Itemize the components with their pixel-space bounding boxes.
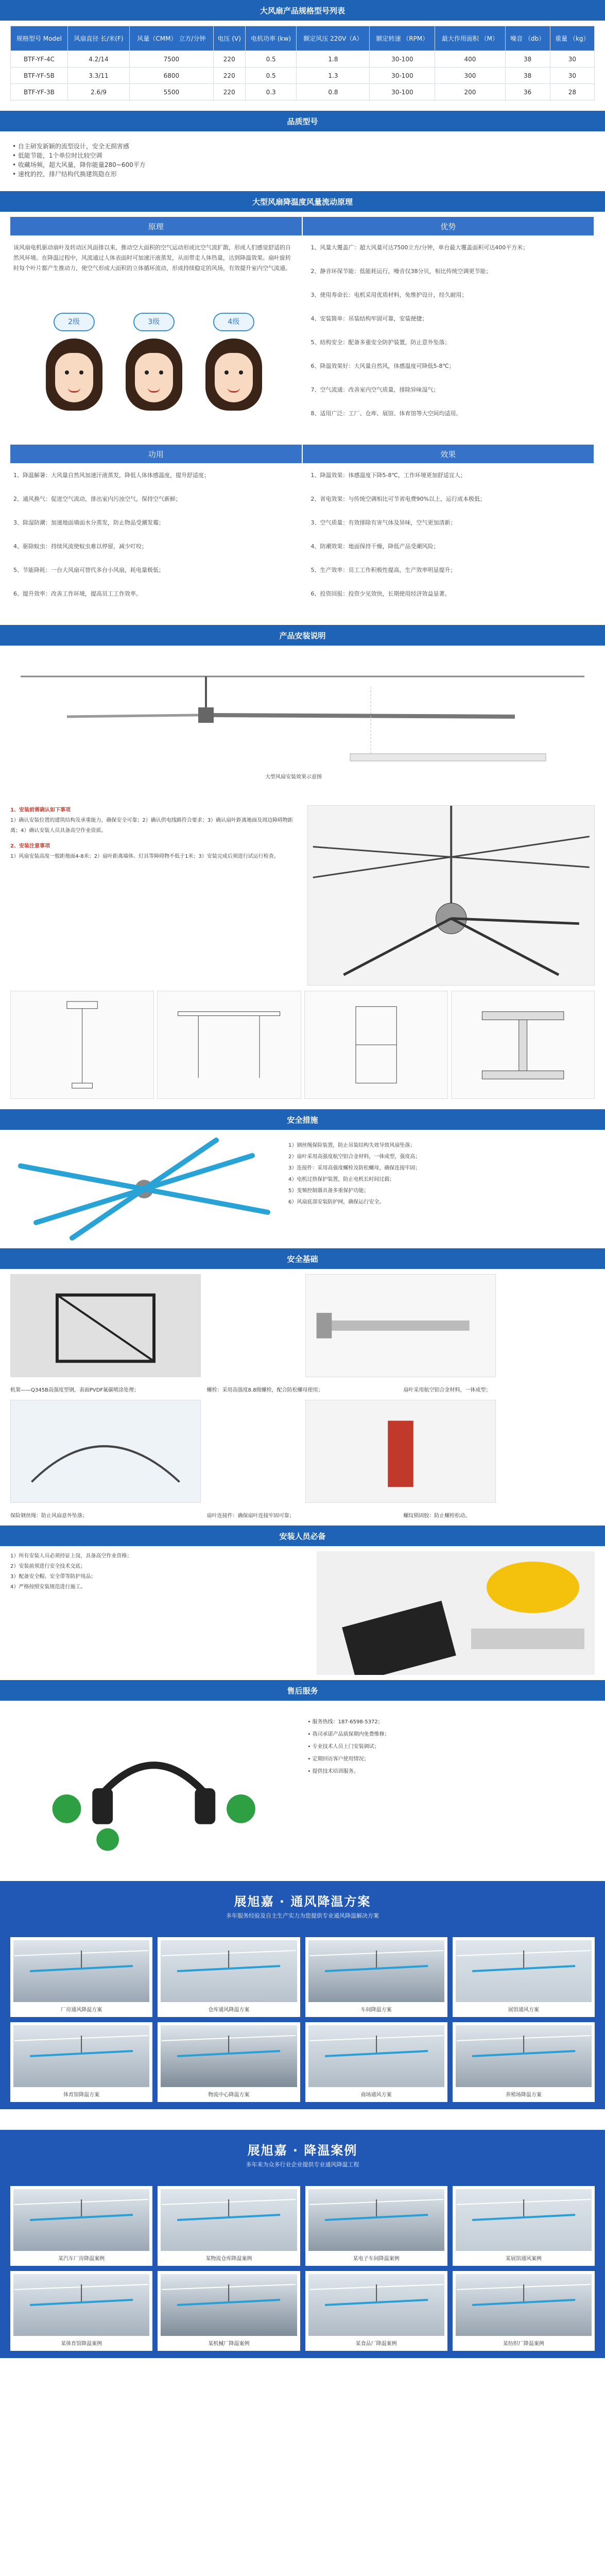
spec-header: 风量（CMM） 立方/分钟 xyxy=(130,26,213,51)
gallery-item xyxy=(10,1937,152,2017)
installers-title: 安装人员必备 xyxy=(0,1526,605,1546)
part-cable-image xyxy=(10,1400,201,1503)
drawing-1 xyxy=(10,991,154,1099)
spec-cell: 0.5 xyxy=(245,51,297,67)
spec-cell: 3.3/11 xyxy=(67,67,129,84)
eye xyxy=(239,370,243,375)
part-glue-image xyxy=(305,1400,496,1503)
mount-structure-image xyxy=(307,805,595,986)
drawing-4 xyxy=(451,991,595,1099)
gallery-image xyxy=(456,2189,592,2251)
gallery-item xyxy=(10,2271,152,2351)
features-list xyxy=(0,137,605,191)
gallery-image xyxy=(308,1940,444,2002)
plan-gallery xyxy=(0,1930,605,2109)
feature-item: • 收藏场频，超大风量，降你能量280~600平方 xyxy=(12,161,146,168)
gallery-image xyxy=(308,2189,444,2251)
gallery-item xyxy=(305,1937,447,2017)
spec-table xyxy=(10,26,595,100)
drawing-2 xyxy=(157,991,301,1099)
gallery-caption: 某机械厂降温案例 xyxy=(208,2341,250,2347)
gallery-caption: 物流中心降温方案 xyxy=(208,2092,250,2098)
principle-title: 大型风扇降温度风量流动原理 xyxy=(0,191,605,212)
features-title: 品质型号 xyxy=(0,111,605,131)
func-left xyxy=(10,463,298,620)
face-skin xyxy=(55,353,93,402)
gallery-image xyxy=(456,2274,592,2336)
spec-cell: 30-100 xyxy=(370,51,435,67)
service-item: • 服务热线：187-6598-5372； xyxy=(307,1719,383,1725)
gallery-item xyxy=(305,2271,447,2351)
part-caption-2: 螺栓：采用高强度8.8级螺栓，配合防松螺母使用； xyxy=(206,1387,323,1393)
spec-cell: 220 xyxy=(213,84,245,100)
eye xyxy=(79,370,83,375)
mount-structure-svg xyxy=(308,806,595,985)
func-right xyxy=(308,463,595,620)
spec-cell: 0.8 xyxy=(297,84,370,100)
feature-item: • 低能节能，1个单位时比较空调 xyxy=(12,152,102,159)
face-skin xyxy=(215,353,253,402)
gallery-caption: 某体育馆降温案例 xyxy=(61,2341,102,2347)
part-bolt-image xyxy=(305,1274,496,1377)
plan-header xyxy=(0,1881,605,1930)
effect-item: 6、投资回报：投资少见效快，长期使用经济效益显著。 xyxy=(310,590,451,597)
effect-item: 1、降温效果：体感温度下降5-8℃，工作环境更加舒适宜人； xyxy=(310,472,466,479)
gallery-item xyxy=(305,2186,447,2266)
tools-image xyxy=(317,1551,595,1675)
parts-grid xyxy=(10,1274,595,1520)
effect-item: 4、防潮效果：地面保持干燥，降低产品受潮风险； xyxy=(310,543,439,550)
principle-right-head: 优势 xyxy=(303,217,595,235)
installer-item: 1）所有安装人员必须持证上岗，具备高空作业资格； xyxy=(10,1553,132,1559)
parts-title: 安全基础 xyxy=(0,1248,605,1269)
safety-item: 1）钢丝绳保险装置，防止吊装结构失效导致风扇坠落； xyxy=(288,1143,416,1148)
gallery-image xyxy=(308,2025,444,2087)
installer-item: 2）安装前须进行安全技术交底； xyxy=(10,1564,86,1569)
face-figure xyxy=(38,313,110,416)
gallery-image xyxy=(161,2025,297,2087)
gallery-image xyxy=(161,2274,297,2336)
advantage-item: 3、使用寿命长：电机采用优质材料，免维护设计，经久耐用； xyxy=(310,292,468,298)
safety-item: 2）扇叶采用高强度航空铝合金材料，一体成型，强度高； xyxy=(288,1154,421,1160)
service-item: • 提供技术培训服务。 xyxy=(307,1769,359,1774)
spec-cell: 220 xyxy=(213,67,245,84)
safety-item: 5）变频控制器具备多重保护功能； xyxy=(288,1188,369,1194)
part-frame-image xyxy=(10,1274,201,1377)
spec-cell: 400 xyxy=(435,51,505,67)
gallery-item xyxy=(453,2271,595,2351)
gallery-item xyxy=(305,2022,447,2102)
gallery-caption: 展馆通风方案 xyxy=(508,2007,539,2013)
spec-cell: 2.6/9 xyxy=(67,84,129,100)
function-item: 5、节能降耗：一台大风扇可替代多台小风扇，耗电量极低； xyxy=(13,567,164,573)
safety-item: 3）连接件：采用高强度螺栓及防松螺母，确保连接牢固； xyxy=(288,1165,421,1171)
feature-item: • 速枕的控，排尸结构代换建筑隐在形 xyxy=(12,171,117,178)
service-image xyxy=(10,1706,298,1876)
spec-header: 噪音 （db） xyxy=(505,26,550,51)
spec-title: 大风扇产品规格型号列表 xyxy=(0,0,605,21)
service-item: • 我司承诺产品质保期内免费维修； xyxy=(307,1732,390,1737)
gallery-image xyxy=(13,2274,149,2336)
eye xyxy=(224,370,229,375)
spec-cell: 4.2/14 xyxy=(67,51,129,67)
plan-title: 展旭嘉 · 通风降温方案 xyxy=(234,1894,371,1909)
install-title: 产品安装说明 xyxy=(0,625,605,646)
cases-header xyxy=(0,2130,605,2179)
spec-cell: 30 xyxy=(550,51,594,67)
plan-subtitle: 多年服务经验及自主生产实力为您提供专业通风降温解决方案 xyxy=(226,1912,379,1919)
gallery-caption: 仓库通风降温方案 xyxy=(208,2007,250,2013)
spec-header: 额定风压 220V（A） xyxy=(297,26,370,51)
gallery-caption: 某物流仓库降温案例 xyxy=(205,2256,252,2262)
spec-row xyxy=(11,84,595,100)
fan-diagram-svg xyxy=(21,656,584,779)
spec-cell: BTF-YF-4C xyxy=(11,51,68,67)
gallery-image xyxy=(456,1940,592,2002)
eye xyxy=(159,370,163,375)
spec-cell: 200 xyxy=(435,84,505,100)
wind-level-bubble: 2级 xyxy=(54,313,95,331)
spec-cell: 7500 xyxy=(130,51,213,67)
spec-cell: 36 xyxy=(505,84,550,100)
gallery-item xyxy=(453,1937,595,2017)
spec-header: 规格型号 Model xyxy=(11,26,68,51)
gallery-item xyxy=(158,1937,300,2017)
gallery-item xyxy=(453,2186,595,2266)
fan-photo-svg xyxy=(10,1135,278,1243)
diagram-caption: 大型风扇安装效果示意图 xyxy=(265,774,322,780)
advantage-item: 5、结构安全：配备多重安全防护装置，防止意外坠落； xyxy=(310,339,451,346)
func-left-head: 功用 xyxy=(10,445,303,463)
service-list xyxy=(308,1706,595,1876)
principle-text: 该风扇电机驱动扇叶及转动区风面排以来，推动空大面积的空气运动形成比空气流扩散，形成人们感觉舒适的自然风环境。在降温过程中，风流通过人体表面时可加速汗液蒸发，从而带走人体热量，达到降温效果。扇叶旋转时每个叶片都产生推动力，使空气形成大面积的立体循环流动，形成持续稳定的风场，有效提升室内空气流通。 xyxy=(13,244,291,272)
spec-cell: 30-100 xyxy=(370,67,435,84)
principle-left-head: 原理 xyxy=(10,217,303,235)
safety-item: 6）风扇底部安装防护网，确保运行安全。 xyxy=(288,1199,385,1205)
part-caption-3: 扇叶采用航空铝合金材料，一体成型； xyxy=(403,1387,491,1393)
spec-cell: 300 xyxy=(435,67,505,84)
spec-header: 电机功率 (kw) xyxy=(245,26,297,51)
cases-subtitle: 多年来为众多行业企业提供专业通风降温工程 xyxy=(246,2161,359,2168)
spec-cell: 38 xyxy=(505,51,550,67)
function-item: 1、降温解暑：大风量自然风加速汗液蒸发，降低人体体感温度，提升舒适度； xyxy=(13,472,210,479)
spec-header: 额定转速 （RPM） xyxy=(370,26,435,51)
service-item: • 定期回访客户使用情况； xyxy=(307,1756,369,1762)
function-item: 3、除湿防潮：加速地面墙面水分蒸发，防止物品受潮发霉； xyxy=(13,519,164,526)
gallery-caption: 厂房通风降温方案 xyxy=(61,2007,102,2013)
gallery-caption: 某食品厂降温案例 xyxy=(355,2341,397,2347)
spec-cell: 220 xyxy=(213,51,245,67)
gallery-caption: 车间降温方案 xyxy=(360,2007,392,2013)
eye xyxy=(145,370,149,375)
effect-item: 3、空气质量：有效排除有害气体及异味，空气更加清新； xyxy=(310,519,456,526)
gallery-item xyxy=(158,2186,300,2266)
gallery-item xyxy=(158,2022,300,2102)
spec-cell: 5500 xyxy=(130,84,213,100)
function-item: 6、提升效率：改善工作环境，提高员工工作效率。 xyxy=(13,590,142,597)
wind-level-bubble: 3级 xyxy=(133,313,175,331)
spec-cell: 0.5 xyxy=(245,67,297,84)
gallery-image xyxy=(13,2025,149,2087)
function-item: 4、驱除蚊虫：持续风流使蚊虫难以停留，减少叮咬； xyxy=(13,543,147,550)
spec-cell: BTF-YF-3B xyxy=(11,84,68,100)
part-caption-6: 螺纹锁固胶：防止螺栓松动。 xyxy=(403,1513,471,1519)
spec-row xyxy=(11,51,595,67)
gallery-caption: 商场通风方案 xyxy=(360,2092,392,2098)
install-notes-title: 1、安装前需确认如下事项 xyxy=(10,807,71,813)
safety-item: 4）电机过热保护装置，防止电机长时间过载； xyxy=(288,1177,395,1182)
spec-cell: BTF-YF-5B xyxy=(11,67,68,84)
effect-item: 5、生产效率：员工工作积极性提高，生产效率明显提升； xyxy=(310,567,456,573)
spec-header: 电压 (V) xyxy=(213,26,245,51)
spec-cell: 0.3 xyxy=(245,84,297,100)
advantage-item: 7、空气流通：改善室内空气质量，排除异味湿气； xyxy=(310,386,439,393)
face-figure xyxy=(198,313,270,416)
cases-gallery xyxy=(0,2179,605,2358)
gallery-item xyxy=(10,2022,152,2102)
part-caption-5: 扇叶连接件：确保扇叶连接牢固可靠； xyxy=(206,1513,295,1519)
gallery-image xyxy=(161,2189,297,2251)
safety-list xyxy=(288,1135,595,1243)
gallery-caption: 养殖场降温方案 xyxy=(505,2092,542,2098)
gallery-caption: 某展馆通风案例 xyxy=(505,2256,542,2262)
gallery-caption: 某纺织厂降温案例 xyxy=(503,2341,544,2347)
principle-right xyxy=(308,235,595,439)
spec-cell: 1.8 xyxy=(297,51,370,67)
wind-level-bubble: 4级 xyxy=(213,313,254,331)
installer-item: 4）严格按照安装规范进行施工。 xyxy=(10,1584,86,1590)
gallery-image xyxy=(308,2274,444,2336)
spec-cell: 1.3 xyxy=(297,67,370,84)
install-notes-text: 1）确认安装位置的建筑结构及承重能力，确保安全可靠；2）确认供电线路符合要求；3）确认扇叶距离地面及周边障碍物距离；4）确认安装人员具备高空作业资质。 xyxy=(10,818,293,834)
spec-cell: 38 xyxy=(505,67,550,84)
gallery-caption: 某汽车厂房降温案例 xyxy=(58,2256,105,2262)
fan-photo xyxy=(10,1135,278,1243)
spec-header: 重量 （kg） xyxy=(550,26,594,51)
installers-list xyxy=(10,1551,306,1675)
spec-cell: 28 xyxy=(550,84,594,100)
drawing-3 xyxy=(304,991,448,1099)
face-skin xyxy=(135,353,173,402)
gallery-caption: 某电子车间降温案例 xyxy=(353,2256,400,2262)
gallery-image xyxy=(13,2189,149,2251)
spec-header: 风扇直径 长/米(F) xyxy=(67,26,129,51)
gallery-image xyxy=(161,1940,297,2002)
gallery-image xyxy=(13,1940,149,2002)
spec-cell: 30 xyxy=(550,67,594,84)
install-diagram xyxy=(21,656,584,795)
gallery-item xyxy=(158,2271,300,2351)
install-notes-title-2: 2、安装注意事项 xyxy=(10,843,50,849)
gallery-item xyxy=(453,2022,595,2102)
install-notes-text-2: 1）风扇安装高度一般距地面4-8米；2）扇叶距离墙体、灯具等障碍物不低于1米；3）安装完成后须进行试运行检查。 xyxy=(10,854,279,859)
installer-item: 3）配备安全帽、安全带等防护用品； xyxy=(10,1574,96,1580)
function-item: 2、通风换气：促进空气流动，排出室内污浊空气，保持空气新鲜； xyxy=(13,496,181,502)
eye xyxy=(65,370,69,375)
install-notes xyxy=(10,805,297,986)
face-figure xyxy=(118,313,190,416)
feature-item: • 自主研发新颖的流型设计，安全无损害感 xyxy=(12,143,129,150)
advantage-item: 1、风量大覆盖广：超大风量可达7500立方/分钟，单台最大覆盖面积可达400平方米； xyxy=(310,244,529,251)
effect-item: 2、省电效果：与传统空调相比可节省电费90%以上，运行成本极低； xyxy=(310,496,486,502)
gallery-caption: 体育馆降温方案 xyxy=(63,2092,100,2098)
gallery-image xyxy=(456,2025,592,2087)
advantage-item: 8、适用广泛：工厂、仓库、展馆、体育馆等大空间均适用。 xyxy=(310,410,462,417)
service-item: • 专业技术人员上门安装调试； xyxy=(307,1744,379,1750)
cases-title: 展旭嘉 · 降温案例 xyxy=(247,2143,358,2158)
part-caption-1: 机架——Q345B高强度型钢，表面PVDF氟碳喷涂处理； xyxy=(10,1387,140,1393)
spec-cell: 30-100 xyxy=(370,84,435,100)
spec-row xyxy=(11,67,595,84)
service-title: 售后服务 xyxy=(0,1680,605,1701)
safety-title: 安全措施 xyxy=(0,1109,605,1130)
func-right-head: 效果 xyxy=(303,445,595,463)
advantage-item: 2、静音环保节能：低能耗运行，噪音仅38分贝，相比传统空调更节能； xyxy=(310,268,492,275)
advantage-item: 6、降温效果好：大风量自然风，体感温度可降低5-8℃； xyxy=(310,363,455,369)
principle-left xyxy=(10,235,298,439)
spec-header: 最大作用面积 （M） xyxy=(435,26,505,51)
spec-cell: 6800 xyxy=(130,67,213,84)
gallery-item xyxy=(10,2186,152,2266)
part-caption-4: 保险钢丝绳：防止风扇意外坠落； xyxy=(10,1513,88,1519)
faces-illustration xyxy=(13,287,295,416)
advantage-item: 4、安装简单：吊装结构牢固可靠，安装便捷； xyxy=(310,315,428,322)
